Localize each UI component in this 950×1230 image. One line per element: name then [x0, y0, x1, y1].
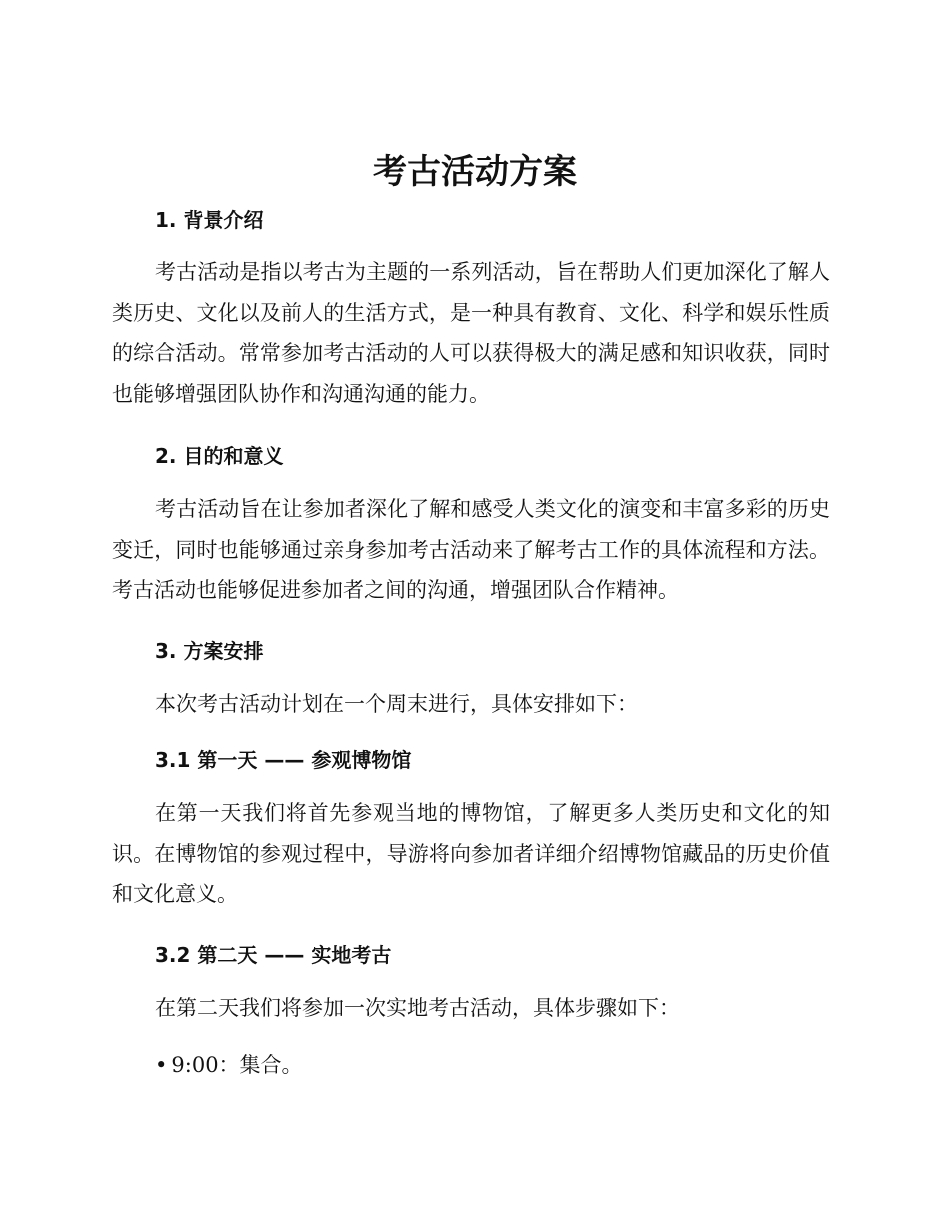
section-heading-background: 1. 背景介绍 [155, 208, 264, 232]
document-title: 考古活动方案 [373, 152, 577, 192]
paragraph-purpose: 考古活动旨在让参加者深化了解和感受人类文化的演变和丰富多彩的历史变迁，同时也能够通过亲身参加考古活动来了解考古工作的具体流程和方法。考古活动也能够促进参加者之间的沟通，增强团队合作精神。 [112, 497, 830, 602]
section-heading-purpose: 2. 目的和意义 [155, 444, 284, 468]
list-item [155, 1045, 303, 1085]
list-item-text: 9:00：集合。 [171, 1053, 303, 1077]
paragraph-day2: 在第二天我们将参加一次实地考古活动，具体步骤如下： [155, 996, 680, 1020]
section-heading-day2: 3.2 第二天 —— 实地考古 [155, 943, 392, 967]
bullet-marker: • [155, 1053, 168, 1077]
paragraph-day1: 在第一天我们将首先参观当地的博物馆，了解更多人类历史和文化的知识。在博物馆的参观过程中，导游将向参加者详细介绍博物馆藏品的历史价值和文化意义。 [112, 801, 830, 906]
section-heading-day1: 3.1 第一天 —— 参观博物馆 [155, 748, 412, 772]
paragraph-background: 考古活动是指以考古为主题的一系列活动，旨在帮助人们更加深化了解人类历史、文化以及前人的生活方式，是一种具有教育、文化、科学和娱乐性质的综合活动。常常参加考古活动的人可以获得极大的满足感和知识收获，同时也能够增强团队协作和沟通沟通的能力。 [112, 260, 830, 406]
section-heading-arrangement: 3. 方案安排 [155, 639, 264, 663]
paragraph-arrangement: 本次考古活动计划在一个周末进行，具体安排如下： [155, 692, 638, 716]
